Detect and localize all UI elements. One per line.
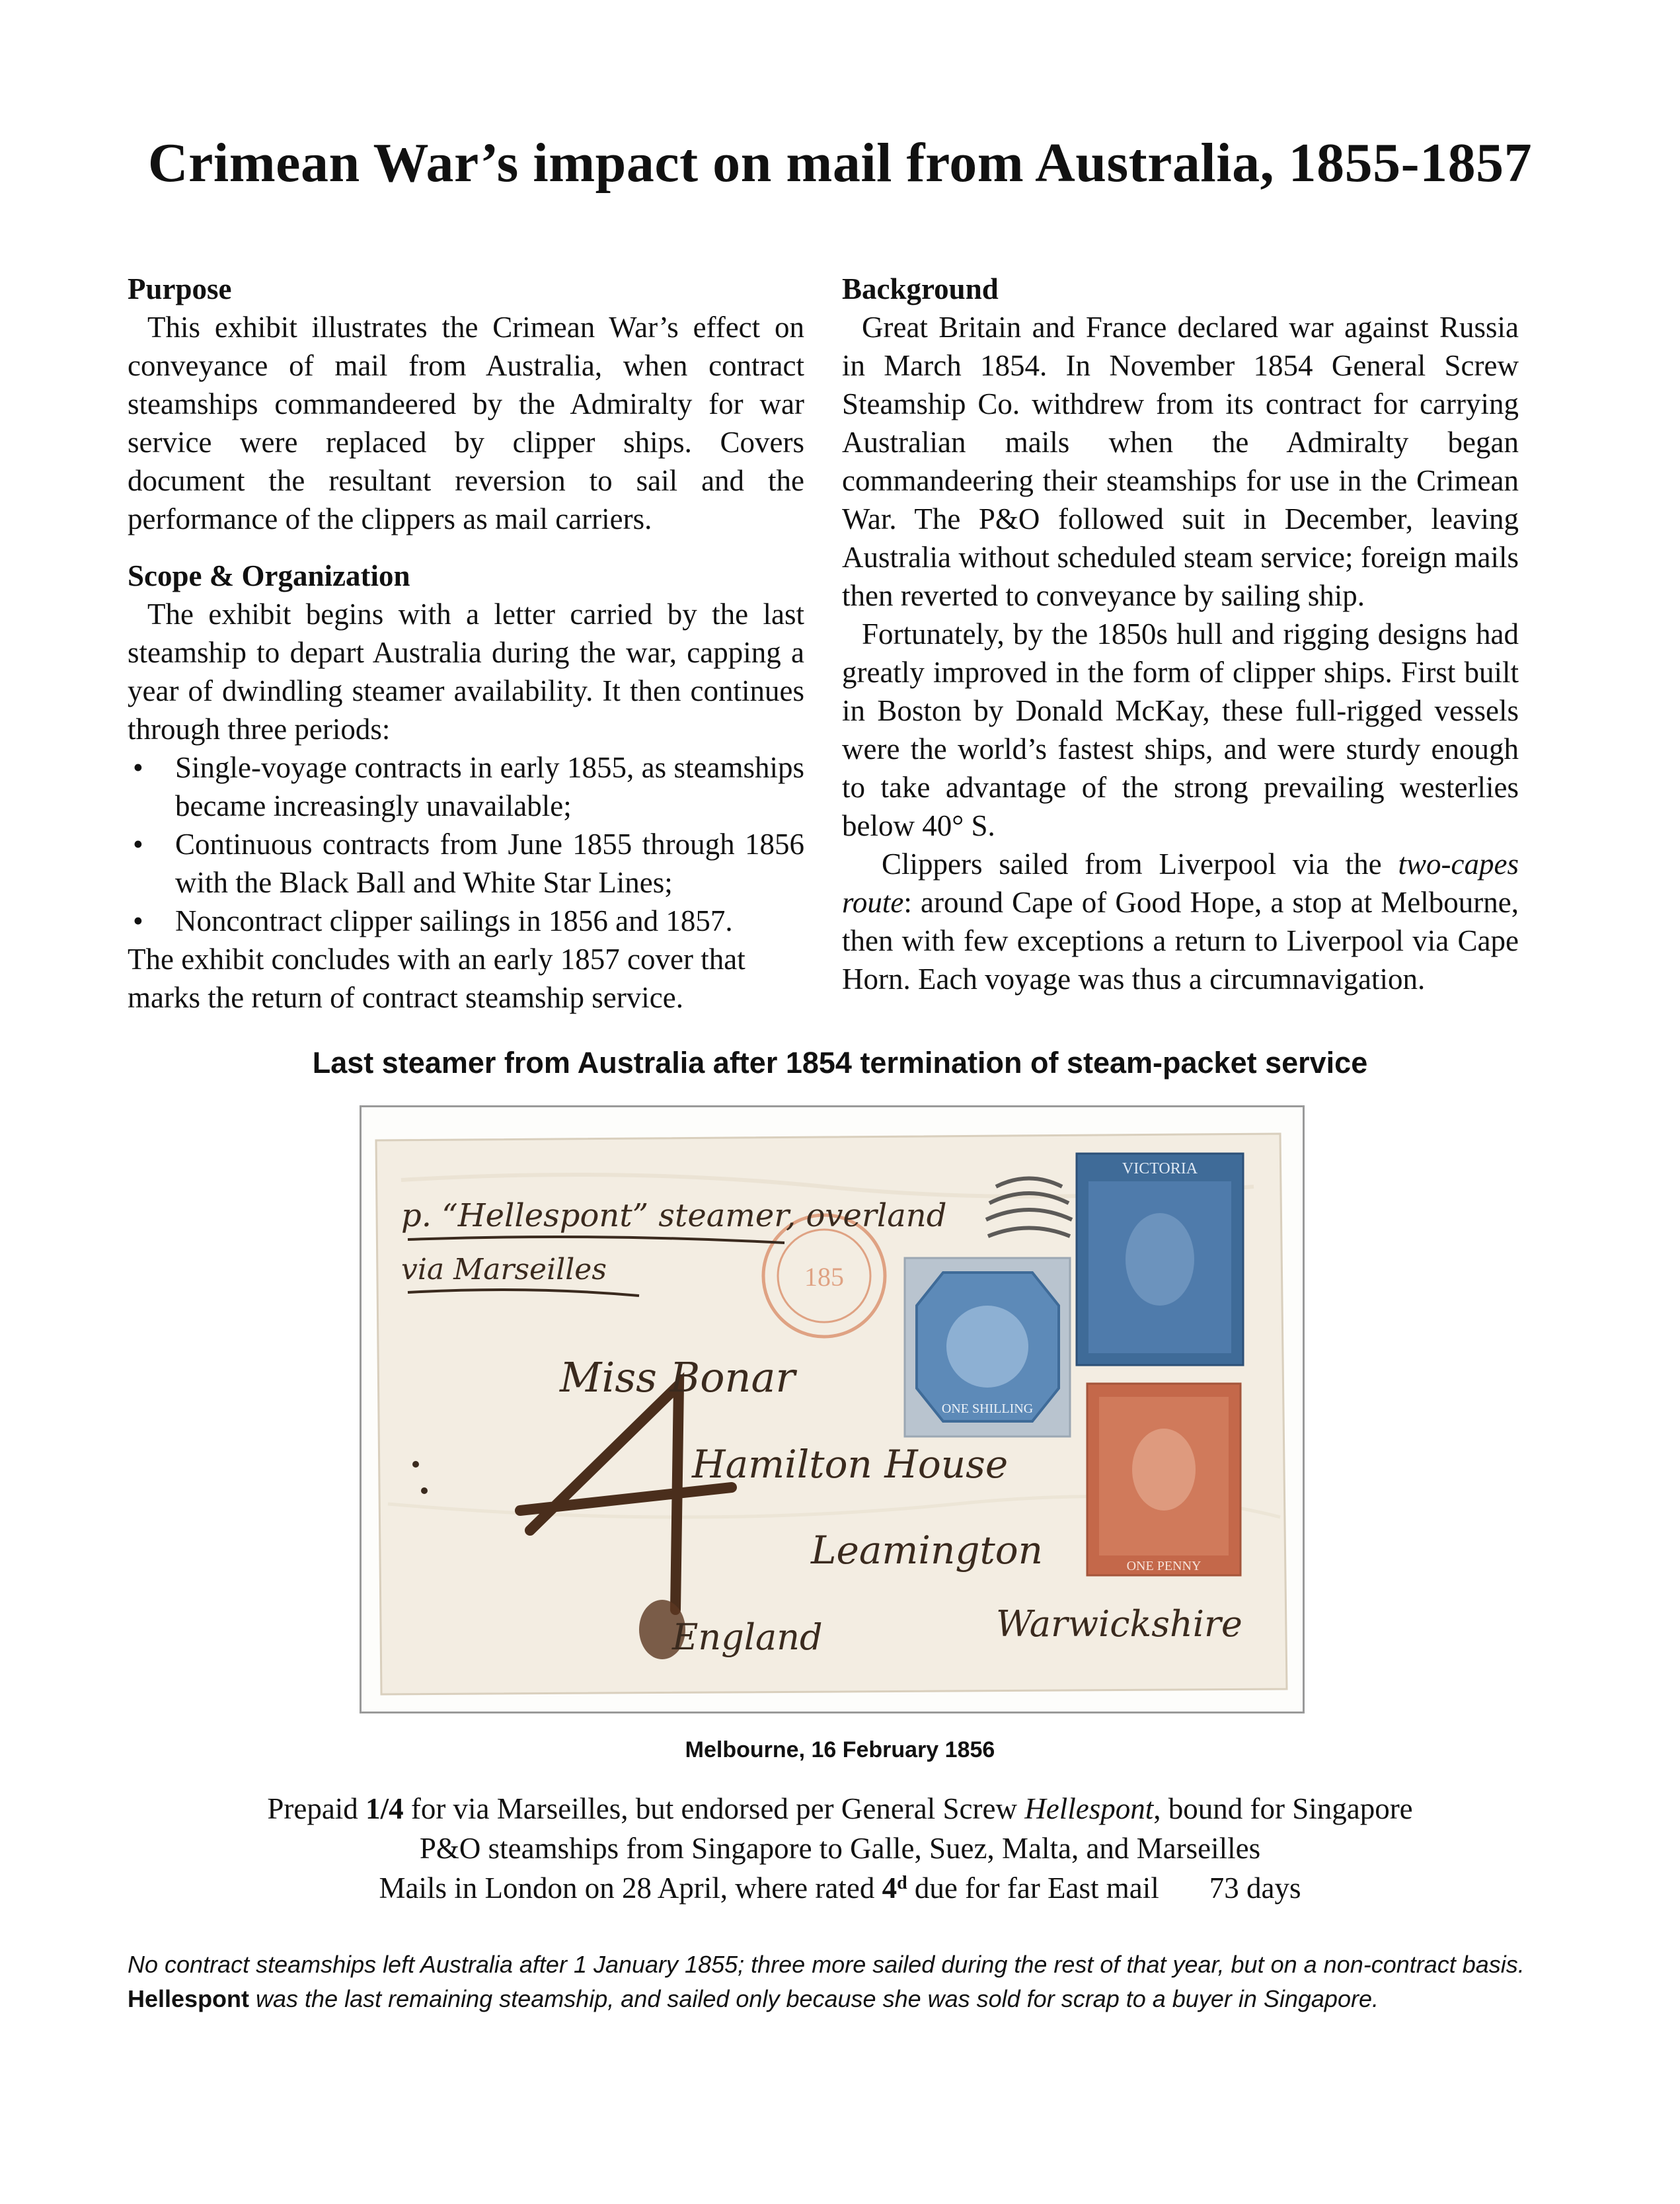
desc-text: Mails in London on 28 April, where rated — [379, 1871, 882, 1905]
right-column — [842, 270, 1519, 998]
desc-due-unit: d — [897, 1873, 907, 1893]
address-line-3: England — [672, 1616, 823, 1658]
cover-image-frame — [360, 1105, 1305, 1713]
desc-ship-name: Hellespont — [1024, 1792, 1154, 1825]
list-item: • Single-voyage contracts in early 1855, as steamships became increasingly unavailable; — [128, 748, 804, 825]
scope-conclusion: The exhibit concludes with an early 1857 cover that marks the return of contract steamship service. — [128, 943, 745, 1014]
desc-text: Prepaid — [267, 1792, 366, 1825]
stamp-label: ONE SHILLING — [941, 1401, 1034, 1416]
scope-periods-list — [128, 748, 804, 940]
scope-heading: Scope & Organization — [128, 559, 410, 592]
svg-text:185: 185 — [804, 1262, 844, 1292]
desc-text: , bound for Singapore — [1153, 1792, 1413, 1825]
one-penny-stamp — [1087, 1384, 1241, 1575]
list-item: • Continuous contracts from June 1855 through 1856 with the Black Ball and White Star Lines; — [128, 825, 804, 902]
address-line-4: Warwickshire — [996, 1603, 1242, 1645]
purpose-heading: Purpose — [128, 272, 232, 305]
footnote — [128, 1948, 1555, 2016]
cover-description-line-2: P&O steamships from Singapore to Galle, Suez, Malta, and Marseilles — [419, 1832, 1261, 1865]
route-name: two-capes route — [842, 847, 1519, 919]
desc-transit-days: 73 days — [1209, 1871, 1301, 1905]
left-column — [128, 270, 804, 1017]
address-addressee: Miss Bonar — [560, 1353, 796, 1401]
background-paragraph-3 — [842, 845, 1519, 998]
endorsement-line-2: via Marseilles — [401, 1253, 607, 1286]
stamp-label: ONE PENNY — [1126, 1559, 1202, 1573]
cover-description-line-1 — [0, 1791, 1680, 1826]
victoria-blue-stamp — [1077, 1154, 1243, 1365]
background-paragraph-1: Great Britain and France declared war against Russia in March 1854. In November 1854 General Screw Steamship Co. withdrew from its contract for carrying Australian mails when the Admiralty began commandeering their steamships for use in the Crimean War. The P&O followed suit in December, leaving Australia without scheduled steam service; foreign mails then reverted to conveyance by sailing ship. — [842, 311, 1519, 612]
footnote-ship-name: Hellespont — [128, 1985, 250, 2012]
route-text-pre: Clippers sailed from Liverpool via the — [882, 847, 1398, 881]
desc-text: for via Marseilles, but endorsed per General Screw — [403, 1792, 1025, 1825]
list-item: • Noncontract clipper sailings in 1856 and 1857. — [128, 902, 804, 940]
cover-place-date: Melbourne, 16 February 1856 — [685, 1737, 995, 1762]
postal-cover-image — [362, 1107, 1303, 1712]
desc-text: due for far East mail — [907, 1871, 1159, 1905]
stamp-label: VICTORIA — [1122, 1160, 1198, 1177]
footnote-text: was the last remaining steamship, and sailed only because she was sold for scrap to a buyer in Singapore. — [249, 1985, 1379, 2012]
desc-rate: 1/4 — [365, 1792, 404, 1825]
exhibit-section-title: Last steamer from Australia after 1854 termination of steam-packet service — [312, 1046, 1368, 1080]
desc-due-rate: 4 — [882, 1871, 897, 1905]
page-title: Crimean War’s impact on mail from Australia, 1855-1857 — [147, 132, 1533, 194]
background-paragraph-2: Fortunately, by the 1850s hull and rigging designs had greatly improved in the form of clipper ships. First built in Boston by Donald McKay, these full-rigged vessels were the world’s fastest ships, and were sturdy enough to take advantage of the strong prevailing westerlies below 40° S. — [842, 617, 1519, 842]
purpose-text: This exhibit illustrates the Crimean War’s effect on conveyance of mail from Australia, when contract steamships commandeered by the Admiralty for war service were replaced by clipper ships. Covers document the resultant reversion to sail and the performance of the clippers as mail carriers. — [128, 311, 804, 535]
address-line-2: Leamington — [811, 1528, 1044, 1573]
one-shilling-stamp — [905, 1258, 1070, 1437]
address-line-1: Hamilton House — [692, 1442, 1009, 1487]
endorsement-line-1: p. “Hellespont” steamer, overland — [401, 1197, 947, 1234]
cover-description-line-3 — [0, 1871, 1680, 1905]
footnote-text: No contract steamships left Australia after 1 January 1855; three more sailed during the rest of that year, but on a non-contract basis. — [128, 1951, 1525, 1978]
background-heading: Background — [842, 272, 999, 305]
scope-intro: The exhibit begins with a letter carried by the last steamship to depart Australia during the war, capping a year of dwindling steamer availability. It then continues through three periods: — [128, 598, 804, 746]
route-text-post: : around Cape of Good Hope, a stop at Melbourne, then with few exceptions a return to Liverpool via Cape Horn. Each voyage was thus a circumnavigation. — [842, 886, 1519, 996]
